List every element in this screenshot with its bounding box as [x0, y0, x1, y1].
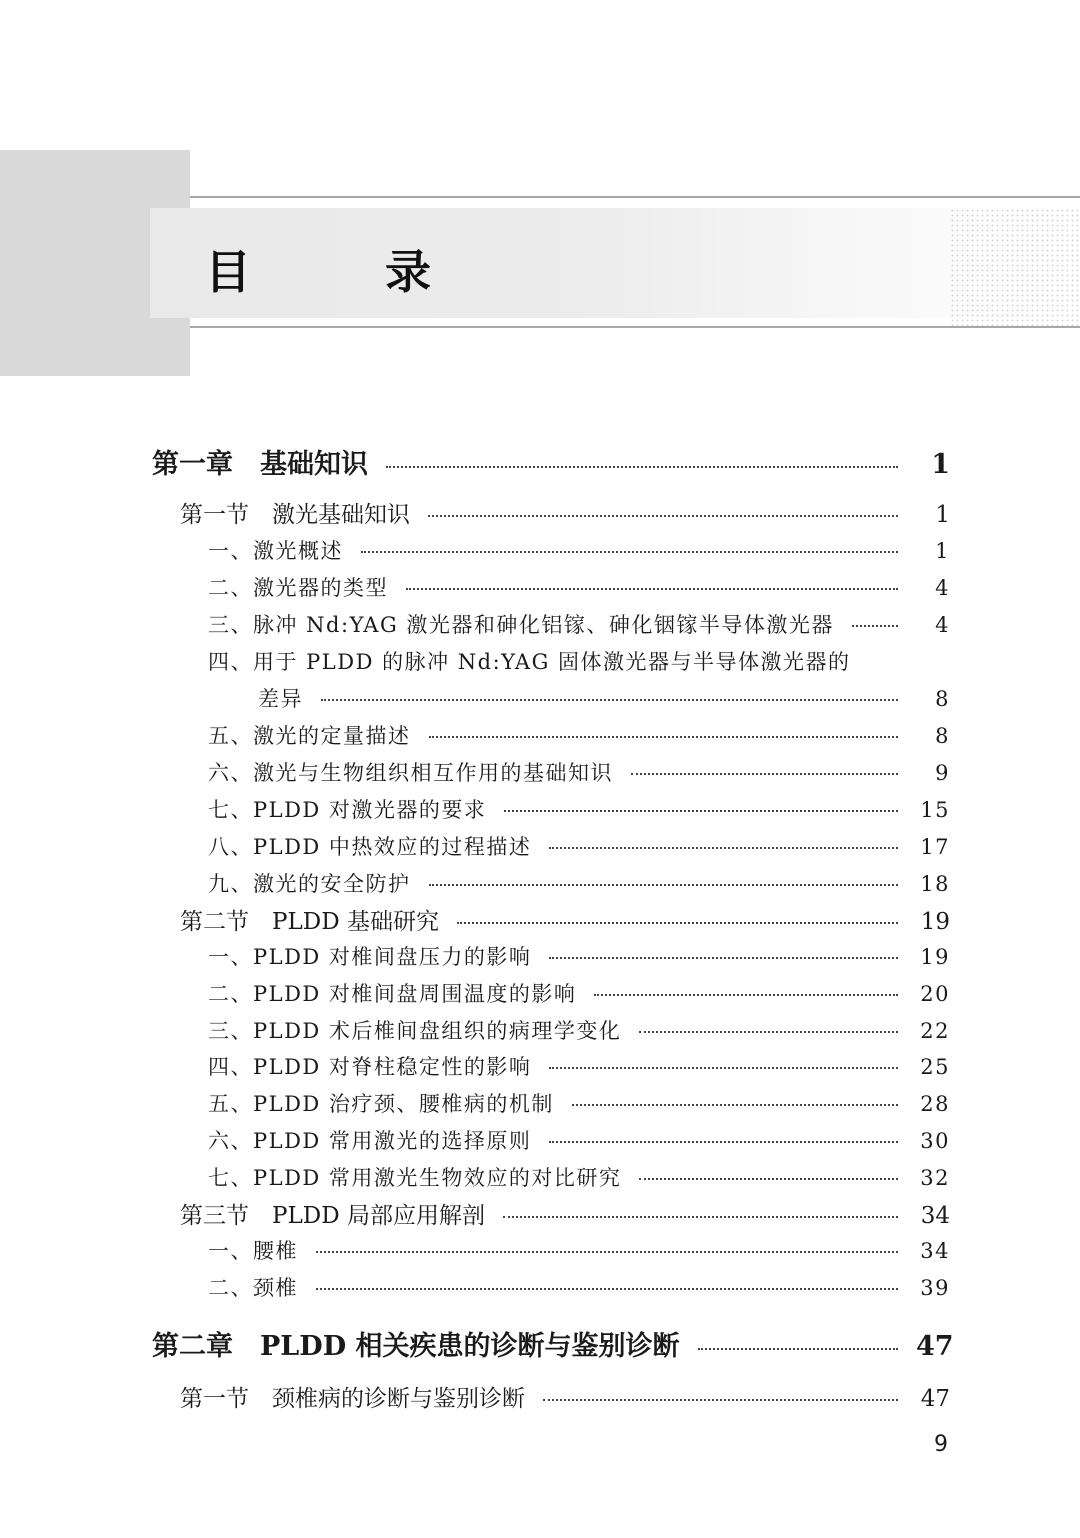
toc-entry-label: 一、腰椎 [208, 1239, 298, 1263]
dot-leader [429, 884, 899, 886]
toc-entry-item[interactable] [208, 1162, 950, 1192]
toc-entry-label: 二、激光器的类型 [208, 576, 388, 600]
toc-page-number: 18 [920, 872, 950, 896]
dot-leader [406, 588, 898, 590]
toc-entry-label: 三、PLDD 术后椎间盘组织的病理学变化 [208, 1019, 622, 1043]
toc-page-number: 1 [935, 539, 950, 563]
dot-leader [321, 699, 898, 701]
dot-leader [594, 994, 898, 996]
dot-leader [457, 922, 898, 924]
dot-leader [503, 1216, 898, 1218]
toc-page-number: 9 [935, 761, 950, 785]
toc-entry-label: 六、PLDD 常用激光的选择原则 [208, 1129, 532, 1153]
toc-entry-label: 八、PLDD 中热效应的过程描述 [208, 835, 532, 859]
toc-entry-label: 第二章 PLDD 相关疾患的诊断与鉴别诊断 [152, 1331, 680, 1362]
dot-leader [631, 773, 898, 775]
toc-page-number: 32 [920, 1166, 950, 1190]
toc-entry-section[interactable] [180, 1380, 950, 1413]
dot-leader [549, 1141, 898, 1143]
toc-page-number: 20 [920, 982, 950, 1006]
toc-page-number: 28 [920, 1092, 950, 1116]
toc-page-number: 4 [935, 613, 950, 637]
dot-leader [549, 1067, 898, 1069]
toc-page-number: 47 [920, 1386, 950, 1412]
toc-entry-label: 第一节 颈椎病的诊断与鉴别诊断 [180, 1386, 525, 1412]
toc-entry-label: 六、激光与生物组织相互作用的基础知识 [208, 761, 613, 785]
toc-entry-item[interactable] [208, 757, 950, 787]
toc-page-number: 30 [920, 1129, 950, 1153]
toc-entry-item[interactable] [208, 978, 950, 1008]
toc-entry-chapter-1[interactable] [152, 442, 950, 481]
toc-page-number: 34 [920, 1203, 950, 1229]
toc-page-number: 15 [920, 798, 950, 822]
toc-entry-section[interactable] [180, 1197, 950, 1230]
dot-leader [361, 551, 898, 553]
toc-entry-chapter-2[interactable] [152, 1324, 954, 1363]
toc-entry-label: 七、PLDD 常用激光生物效应的对比研究 [208, 1166, 622, 1190]
toc-entry-item[interactable] [208, 535, 950, 565]
dot-leader [572, 1104, 898, 1106]
toc-entry-item[interactable] [208, 1015, 950, 1045]
toc-page-number: 17 [920, 835, 950, 859]
toc-page-number: 39 [920, 1276, 950, 1300]
toc-entry-item[interactable] [208, 1235, 950, 1265]
dot-leader [428, 515, 898, 517]
toc-entry-label: 九、激光的安全防护 [208, 872, 411, 896]
toc-entry-label: 二、颈椎 [208, 1276, 298, 1300]
toc-entry-label-continuation: 差异 [258, 687, 303, 711]
page-title: 目 录 [205, 245, 475, 299]
toc-page-number: 22 [920, 1019, 950, 1043]
toc-page-number: 19 [920, 909, 950, 935]
toc-entry-label-line1[interactable]: 四、用于 PLDD 的脉冲 Nd:YAG 固体激光器与半导体激光器的 [208, 650, 851, 674]
toc-entry-item[interactable] [208, 794, 950, 824]
toc-entry-label: 三、脉冲 Nd:YAG 激光器和砷化铝镓、砷化铟镓半导体激光器 [208, 613, 834, 637]
title-rule-top [190, 196, 1080, 198]
dot-leader [543, 1399, 898, 1401]
dot-leader [386, 466, 898, 468]
title-rule-bottom [190, 326, 1080, 328]
dot-leader [429, 736, 899, 738]
toc-entry-label: 四、PLDD 对脊柱稳定性的影响 [208, 1055, 532, 1079]
dot-leader [639, 1178, 898, 1180]
dot-leader [549, 957, 898, 959]
dot-pattern-decoration [950, 208, 1080, 326]
toc-entry-label: 一、激光概述 [208, 539, 343, 563]
toc-entry-section[interactable] [180, 496, 950, 529]
toc-entry-label: 五、激光的定量描述 [208, 724, 411, 748]
toc-entry-label: 五、PLDD 治疗颈、腰椎病的机制 [208, 1092, 554, 1116]
page-number: 9 [934, 1432, 948, 1457]
toc-page-number: 8 [935, 724, 950, 748]
dot-leader [852, 625, 898, 627]
toc-entry-item[interactable] [208, 868, 950, 898]
toc-page-number: 4 [935, 576, 950, 600]
toc-entry-item[interactable] [208, 1088, 950, 1118]
toc-page-number: 1 [931, 449, 950, 480]
dot-leader [316, 1288, 898, 1290]
dot-leader [316, 1251, 898, 1253]
toc-entry-item[interactable] [208, 1125, 950, 1155]
toc-page-number: 25 [920, 1055, 950, 1079]
toc-entry-item[interactable] [208, 941, 950, 971]
toc-entry-item[interactable] [208, 609, 950, 639]
dot-leader [698, 1348, 898, 1350]
dot-leader [549, 847, 898, 849]
toc-entry-label: 第一章 基础知识 [152, 449, 368, 480]
toc-entry-item[interactable] [208, 1272, 950, 1302]
toc-entry-label: 二、PLDD 对椎间盘周围温度的影响 [208, 982, 577, 1006]
dot-leader [639, 1031, 898, 1033]
toc-entry-label: 七、PLDD 对激光器的要求 [208, 798, 487, 822]
toc-entry-item[interactable] [208, 720, 950, 750]
dot-leader [504, 810, 898, 812]
toc-entry-section[interactable] [180, 903, 950, 936]
toc-entry-label: 一、PLDD 对椎间盘压力的影响 [208, 945, 532, 969]
toc-entry-label: 第二节 PLDD 基础研究 [180, 909, 439, 935]
toc-entry-item[interactable] [258, 683, 950, 713]
toc-entry-item[interactable] [208, 572, 950, 602]
toc-page-number: 47 [916, 1331, 954, 1362]
toc-entry-label: 第三节 PLDD 局部应用解剖 [180, 1203, 485, 1229]
toc-entry-item[interactable] [208, 1051, 950, 1081]
toc-page-number: 8 [935, 687, 950, 711]
toc-page-number: 1 [935, 502, 950, 528]
toc-entry-label: 第一节 激光基础知识 [180, 502, 410, 528]
toc-page-number: 19 [920, 945, 950, 969]
toc-page-number: 34 [920, 1239, 950, 1263]
toc-entry-item[interactable] [208, 831, 950, 861]
